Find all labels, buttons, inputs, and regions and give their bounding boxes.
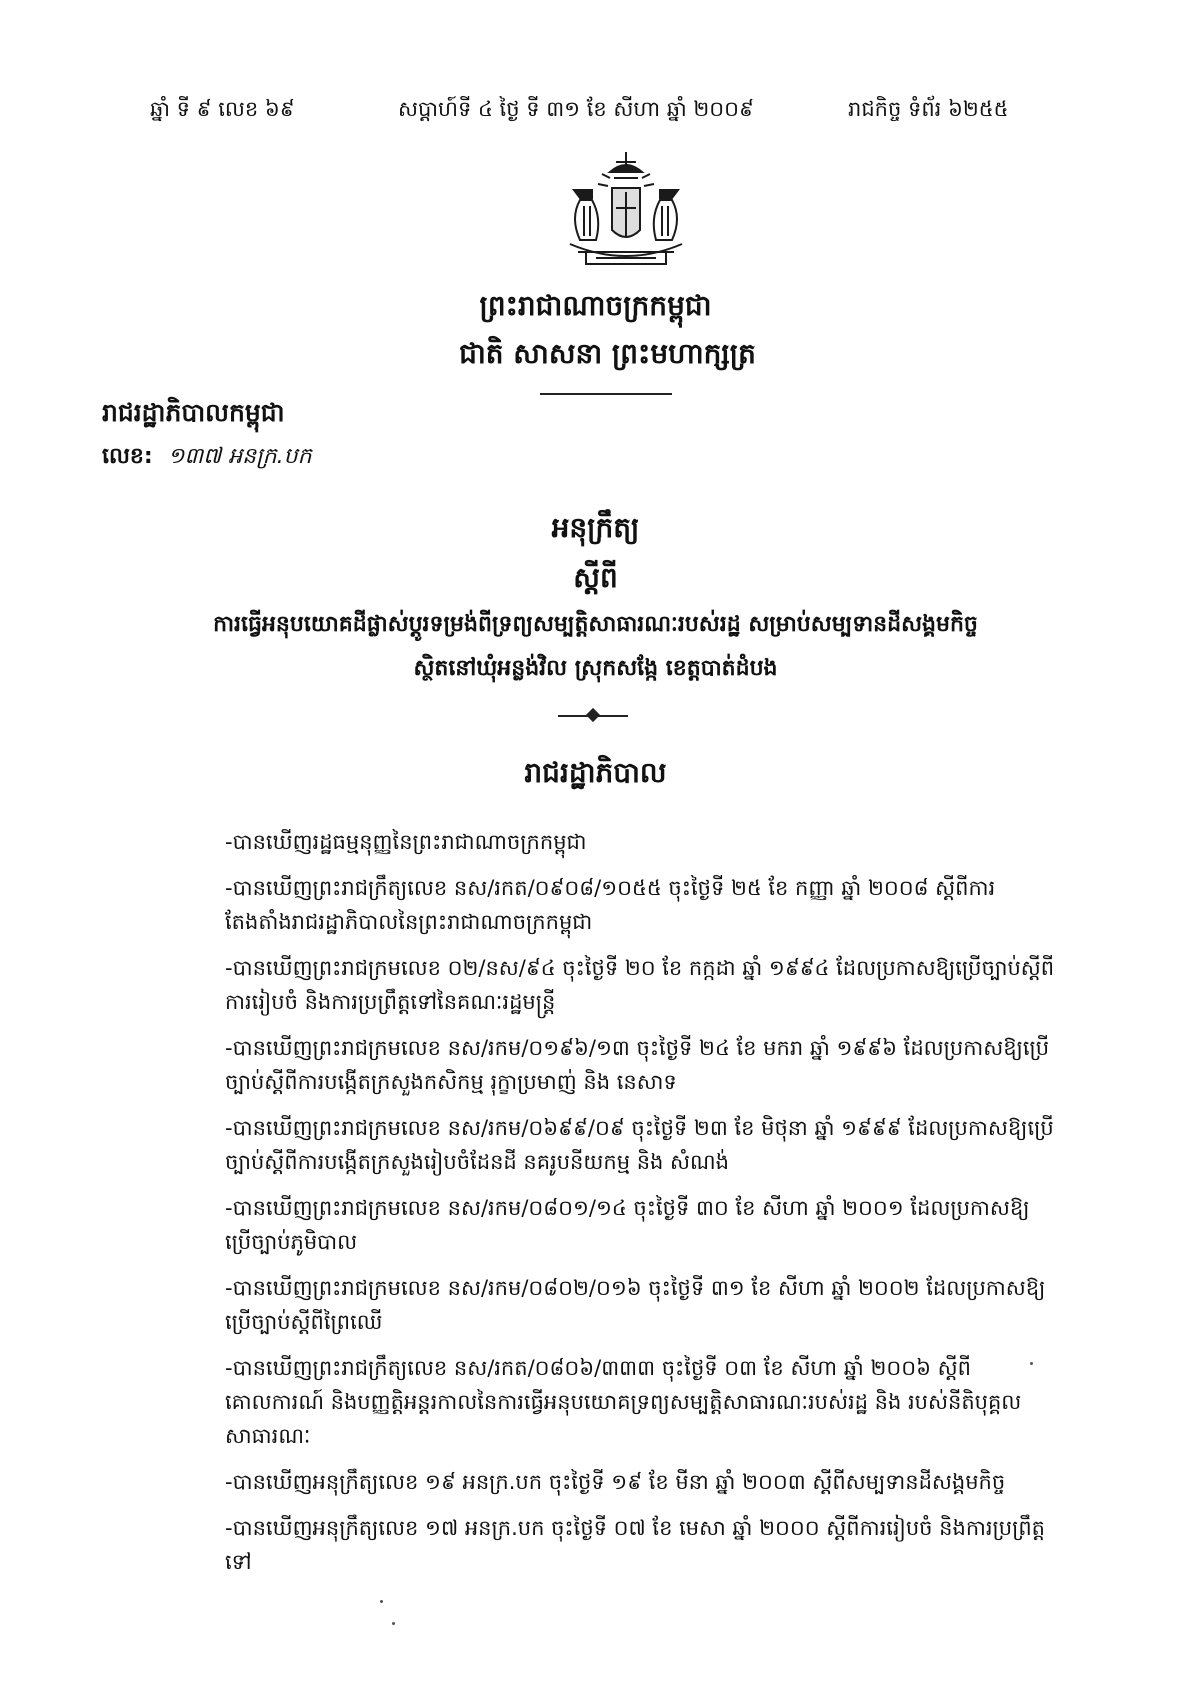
subject-line-1: ការធ្វើអនុបយោគដីផ្លាស់ប្តូរទម្រង់ពីទ្រព្យសម្បត្តិសាធារណៈរបស់រដ្ឋ សម្រាប់សម្បទានដីសង្គមកិច្ច: [213, 612, 978, 637]
preamble-list: [225, 825, 1055, 1591]
gazette-page-number: រាជកិច្ច ទំព័រ ៦២៥៥: [848, 97, 1009, 121]
preamble-item: -បានឃើញព្រះរាជក្រឹត្យលេខ នស/រកត/០៩០៨/១០៥៥ ចុះថ្ងៃទី ២៥ ខែ កញ្ញា ឆ្នាំ ២០០៨ ស្តីពីការតែងតាំងរាជរដ្ឋាភិបាលនៃព្រះរាជាណាចក្រកម្ពុជា: [225, 876, 996, 934]
preamble-item: -បានឃើញព្រះរាជក្រមលេខ ០២/នស/៩៤ ចុះថ្ងៃទី ២០ ខែ កក្កដា ឆ្នាំ ១៩៩៤ ដែលប្រកាសឱ្យប្រើច្បាប់ស្តីពីការរៀបចំ និងការប្រព្រឹត្តទៅនៃគណៈរដ្ឋមន្ត្រី: [225, 956, 1055, 1014]
preamble-item: -បានឃើញរដ្ឋធម្មនុញ្ញនៃព្រះរាជាណាចក្រកម្ពុជា: [225, 830, 587, 854]
document-number: [102, 442, 312, 474]
preamble-item: -បានឃើញព្រះរាជក្រមលេខ នស/រកម/០៨០១/១៤ ចុះថ្ងៃទី ៣០ ខែ សីហា ឆ្នាំ ២០០១ ដែលប្រកាសឱ្យប្រើច្បាប់ភូមិបាល: [225, 1196, 1030, 1254]
kingdom-name: ព្រះរាជាណាចក្រកម្ពុជា: [479, 289, 712, 322]
gazette-year-issue: ឆ្នាំ ទី ៩ លេខ ៦៩: [150, 97, 295, 121]
document-type-title: អនុក្រឹត្យ: [551, 511, 640, 544]
royal-coat-of-arms-emblem: [550, 148, 702, 278]
preamble-item: -បានឃើញព្រះរាជក្រមលេខ នស/រកម/០១៩៦/១៣ ចុះថ្ងៃទី ២៤ ខែ មករា ឆ្នាំ ១៩៩៦ ដែលប្រកាសឱ្យប្រើច្បាប់ស្តីពីការបង្កើតក្រសួងកសិកម្ម រុក្ខាប្រមាញ់ និង នេសាទ: [225, 1036, 1050, 1094]
preamble-item: -បានឃើញអនុក្រឹត្យលេខ ១៩ អនក្រ.បក ចុះថ្ងៃទី ១៩ ខែ មីនា ឆ្នាំ ២០០៣ ស្តីពីសម្បទានដីសង្គមកិច្ច: [225, 1470, 1006, 1494]
national-motto: ជាតិ សាសនា ព្រះមហាក្សត្រ: [459, 337, 756, 370]
subject-divider-ornament: [586, 708, 600, 722]
authority-heading: រាជរដ្ឋាភិបាល: [524, 756, 667, 789]
document-number-label: លេខ:: [102, 444, 153, 469]
gazette-week-date: សប្តាហ៍ទី ៤ ថ្ងៃ ទី ៣១ ខែ សីហា ឆ្នាំ ២០០៩: [398, 97, 754, 121]
issuing-authority: រាជរដ្ឋាភិបាលកម្ពុជា: [102, 398, 285, 427]
preamble-item: -បានឃើញព្រះរាជក្រឹត្យលេខ នស/រកត/០៨០៦/៣៣៣ ចុះថ្ងៃទី ០៣ ខែ សីហា ឆ្នាំ ២០០៦ ស្តីពីគោលការណ៍ និងបញ្ញត្តិអន្តរកាលនៃការធ្វើអនុបយោគទ្រព្យសម្បត្តិសាធារណៈរបស់រដ្ឋ និង របស់នីតិបុគ្គលសាធារណៈ: [225, 1356, 1022, 1448]
subject-label: ស្តីពី: [573, 561, 618, 594]
preamble-item: -បានឃើញអនុក្រឹត្យលេខ ១៧ អនក្រ.បក ចុះថ្ងៃទី ០៧ ខែ មេសា ឆ្នាំ ២០០០ ស្តីពីការរៀបចំ និងការប្រព្រឹត្តទៅ: [225, 1516, 1046, 1574]
scan-speck: [1030, 1362, 1033, 1365]
subject-line-2: ស្ថិតនៅឃុំអន្លង់វិល ស្រុកសង្កែ ខេត្តបាត់ដំបង: [413, 656, 778, 681]
preamble-item: -បានឃើញព្រះរាជក្រមលេខ នស/រកម/០៦៩៩/០៩ ចុះថ្ងៃទី ២៣ ខែ មិថុនា ឆ្នាំ ១៩៩៩ ដែលប្រកាសឱ្យប្រើច្បាប់ស្តីពីការបង្កើតក្រសួងរៀបចំដែនដី នគរូបនីយកម្ម និង សំណង់: [225, 1116, 1054, 1174]
preamble-item: -បានឃើញព្រះរាជក្រមលេខ នស/រកម/០៨០២/០១៦ ចុះថ្ងៃទី ៣១ ខែ សីហា ឆ្នាំ ២០០២ ដែលប្រកាសឱ្យប្រើច្បាប់ស្តីពីព្រៃឈើ: [225, 1276, 1046, 1334]
scan-speck: [380, 1600, 383, 1603]
scan-speck: [392, 1622, 395, 1625]
document-number-value: ១៣៧ អនក្រ.បក: [167, 444, 312, 469]
motto-underline: [540, 393, 672, 395]
